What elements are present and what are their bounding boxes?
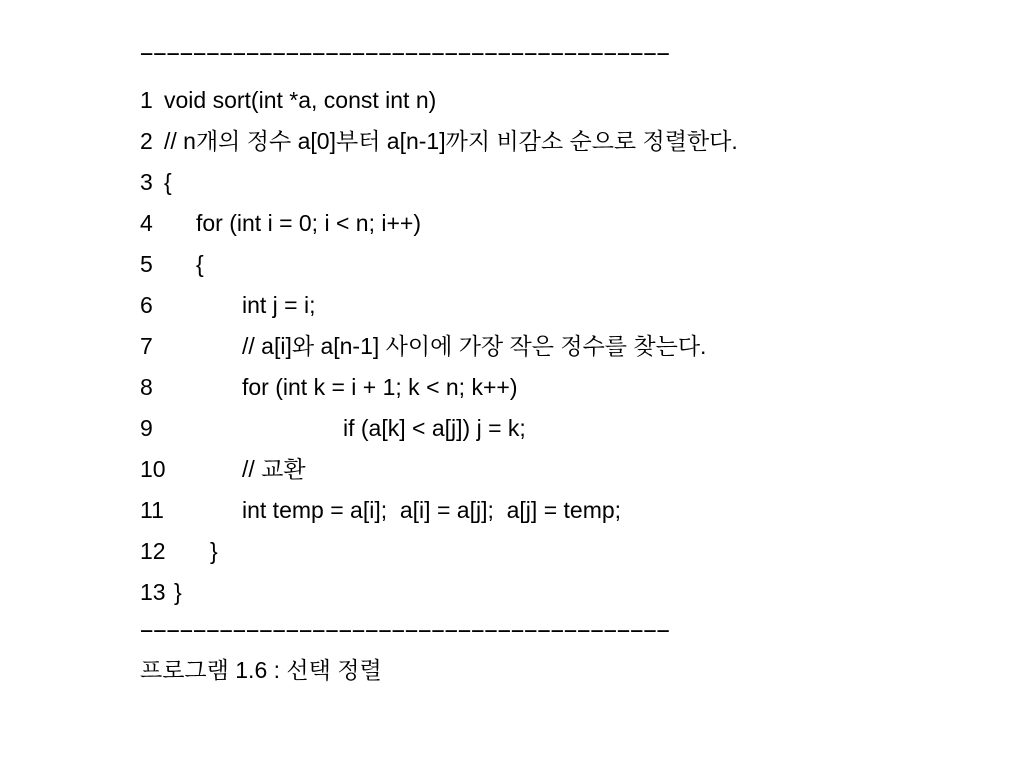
line-text: } xyxy=(210,538,218,564)
line-text: for (int i = 0; i < n; i++) xyxy=(196,210,421,236)
code-line-2 xyxy=(140,121,738,162)
line-text: if (a[k] < a[j]) j = k; xyxy=(343,415,526,441)
code-line-6 xyxy=(140,285,316,326)
line-text: // n개의 정수 a[0]부터 a[n-1]까지 비감소 순으로 정렬한다. xyxy=(164,128,738,154)
code-line-12 xyxy=(140,531,218,572)
line-number: 7 xyxy=(140,333,153,359)
line-text: // a[i]와 a[n-1] 사이에 가장 작은 정수를 찾는다. xyxy=(242,333,707,359)
code-line-11 xyxy=(140,490,622,531)
code-line-7 xyxy=(140,326,707,367)
line-text: } xyxy=(174,579,182,605)
line-number: 6 xyxy=(140,292,153,318)
line-number: 4 xyxy=(140,210,153,236)
code-line-13 xyxy=(140,572,182,613)
line-number: 3 xyxy=(140,169,153,195)
line-text: int j = i; xyxy=(242,292,316,318)
program-caption: 프로그램 1.6 : 선택 정렬 xyxy=(140,657,382,683)
code-listing xyxy=(140,80,738,613)
line-number: 10 xyxy=(140,456,166,482)
code-line-3 xyxy=(140,162,178,203)
line-text: void sort(int *a, const int n) xyxy=(164,87,437,113)
line-number: 12 xyxy=(140,538,166,564)
code-line-4 xyxy=(140,203,421,244)
code-line-8 xyxy=(140,367,518,408)
line-number: 1 xyxy=(140,87,153,113)
code-line-10 xyxy=(140,449,306,490)
line-number: 5 xyxy=(140,251,153,277)
bottom-divider: −−−−−−−−−−−−−−−−−−−−−−−−−−−−−−−−−−−−−−−− xyxy=(140,619,670,644)
line-text: { xyxy=(196,251,204,277)
line-number: 9 xyxy=(140,415,153,441)
code-line-9 xyxy=(140,408,526,449)
line-number: 11 xyxy=(140,497,164,523)
line-number: 13 xyxy=(140,579,166,605)
code-line-1 xyxy=(140,80,437,121)
code-line-5 xyxy=(140,244,204,285)
line-text: { xyxy=(164,169,172,195)
line-number: 8 xyxy=(140,374,153,400)
line-text: int temp = a[i]; a[i] = a[j]; a[j] = temp; xyxy=(242,497,622,523)
top-divider: −−−−−−−−−−−−−−−−−−−−−−−−−−−−−−−−−−−−−−−− xyxy=(140,42,670,67)
line-number: 2 xyxy=(140,128,153,154)
line-text: for (int k = i + 1; k < n; k++) xyxy=(242,374,518,400)
line-text: // 교환 xyxy=(242,456,306,482)
